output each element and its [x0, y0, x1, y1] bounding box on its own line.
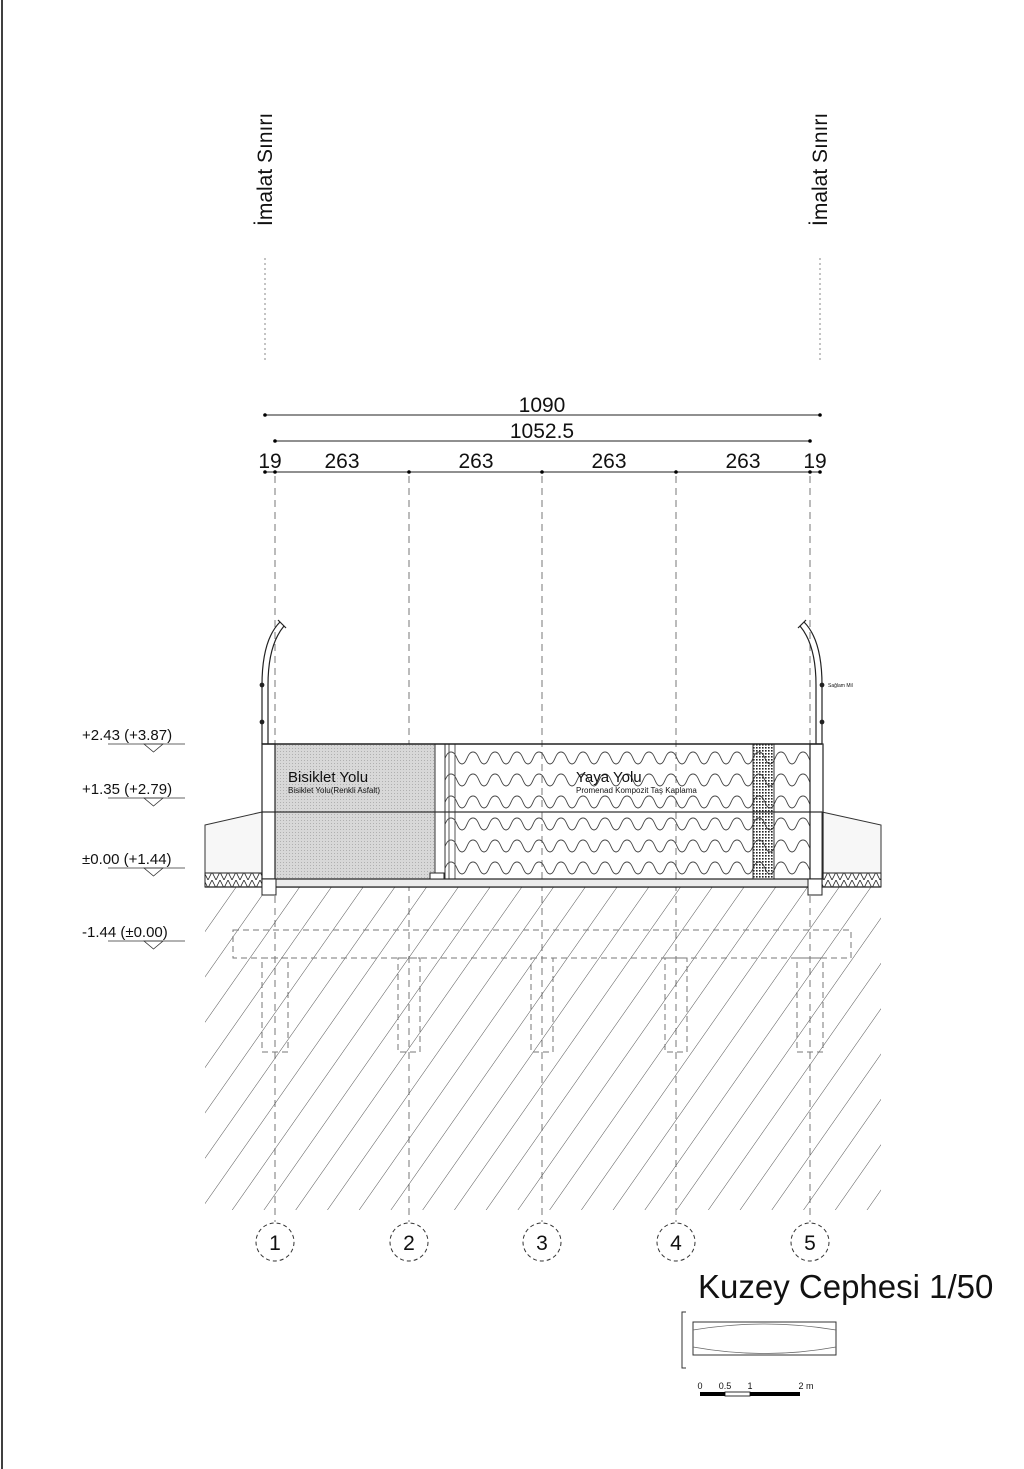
axis-label: 5 — [804, 1232, 816, 1255]
bike-lane-title: Bisiklet Yolu — [288, 769, 369, 786]
dimension-segment: 19 — [258, 450, 282, 473]
lamp-pole-left — [260, 620, 286, 744]
level-marker — [108, 941, 185, 949]
level-label: +1.35 (+2.79) — [82, 781, 173, 798]
walkway-subtitle: Promenad Kompozit Taş Kaplama — [576, 786, 697, 795]
limit-label-left: İmalat Sınırı — [254, 112, 277, 226]
scale-label: 2 m — [798, 1381, 814, 1391]
turf-left — [205, 873, 262, 887]
axis-label: 1 — [269, 1232, 281, 1255]
turf-right — [822, 873, 881, 887]
axis-label: 2 — [403, 1232, 415, 1255]
dimension-overall-label: 1090 — [518, 394, 566, 417]
dimension-inner-label: 1052.5 — [509, 420, 575, 443]
dimension-segment: 263 — [725, 450, 761, 473]
bearing-left — [262, 879, 276, 895]
axis-label: 4 — [670, 1232, 682, 1255]
drawing-title: Kuzey Cephesi 1/50 — [698, 1268, 994, 1305]
bike-lane-subtitle: Bisiklet Yolu(Renkli Asfalt) — [288, 786, 381, 795]
curb — [430, 873, 444, 879]
level-label: ±0.00 (+1.44) — [82, 851, 172, 868]
level-label: -1.44 (±0.00) — [82, 924, 168, 941]
level-marker — [108, 798, 185, 806]
lamp-note: Sağlam Mil — [828, 683, 853, 689]
level-marker — [108, 744, 185, 752]
bearing-right — [808, 879, 822, 895]
key-plan — [682, 1312, 836, 1368]
dimension-segment: 263 — [591, 450, 627, 473]
scale-bar — [700, 1392, 800, 1396]
limit-label-right: İmalat Sınırı — [809, 112, 832, 226]
ground-hatch — [205, 887, 881, 1210]
dimension-segment: 263 — [458, 450, 494, 473]
lamp-pole-right — [798, 620, 824, 744]
embankment-left — [205, 812, 262, 873]
level-label: +2.43 (+3.87) — [82, 727, 173, 744]
axis-label: 3 — [536, 1232, 548, 1255]
embankment-right — [822, 812, 881, 873]
dimension-segment: 263 — [324, 450, 360, 473]
walkway-title: Yaya Yolu — [576, 769, 642, 786]
scale-label: 0 — [697, 1381, 703, 1391]
scale-label: 1 — [747, 1381, 753, 1391]
deck-slab — [262, 879, 822, 887]
scale-label: 0.5 — [718, 1381, 732, 1391]
dimension-segment: 19 — [803, 450, 827, 473]
level-marker — [108, 868, 185, 876]
